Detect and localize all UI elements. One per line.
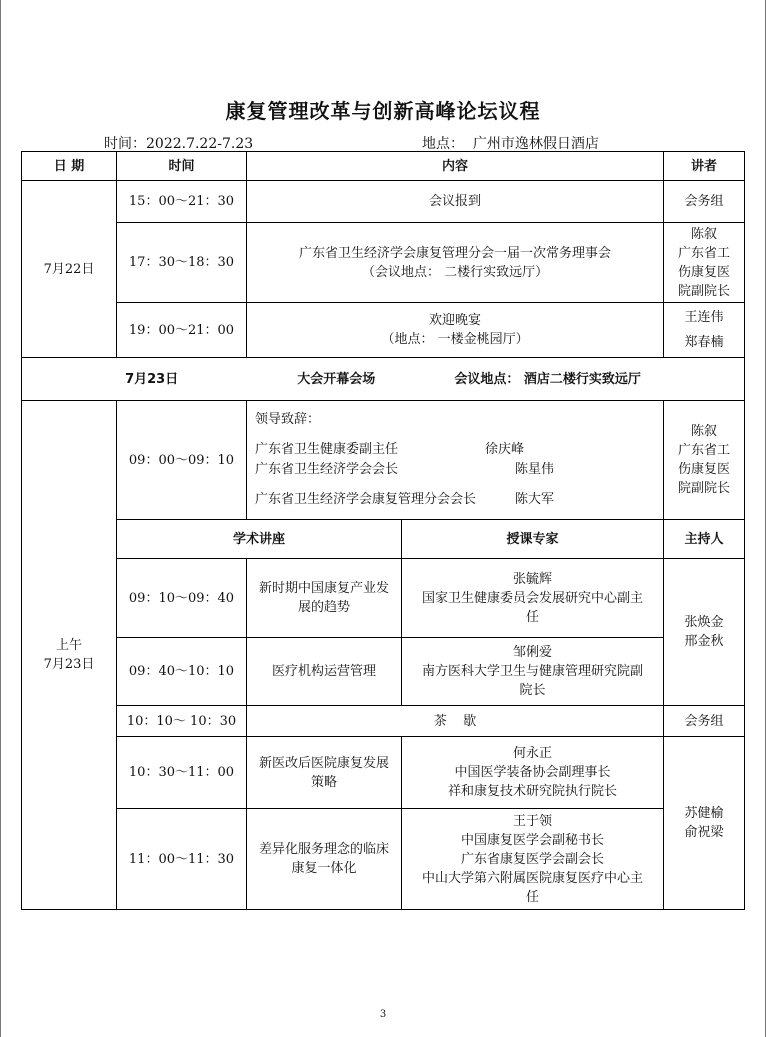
banner-venue: 大会开幕会场 xyxy=(297,371,376,387)
page-number: 3 xyxy=(379,1009,387,1020)
lecture-topic: 医疗机构运营管理 xyxy=(247,638,402,706)
header-time: 时间 xyxy=(117,152,247,181)
session-time: 09：40～10：10 xyxy=(117,638,247,706)
table-header-row xyxy=(22,152,745,181)
day2-banner xyxy=(22,358,745,401)
lecture-expert: 邹俐爱 南方医科大学卫生与健康管理研究院副 院长 xyxy=(402,638,664,706)
banner-date: 7月23日 xyxy=(125,371,179,387)
table-row xyxy=(22,401,745,520)
speech-intro: 领导致辞： xyxy=(255,412,321,427)
session-time: 10：30～11：00 xyxy=(117,737,247,809)
session-time: 09：00～09：10 xyxy=(117,401,247,520)
lecture-expert: 王于领 中国康复医学会副秘书长 广东省康复医学会副会长 中山大学第六附属医院康复医疗中心主 任 xyxy=(402,809,664,910)
day1-date: 7月22日 xyxy=(22,181,117,358)
place-value: 广州市逸林假日酒店 xyxy=(472,136,599,152)
opening-speeches xyxy=(247,401,664,520)
agenda-table xyxy=(21,151,745,910)
lecture-topic: 新医改后医院康复发展 策略 xyxy=(247,737,402,809)
time-value: 2022.7.22-7.23 xyxy=(146,136,254,152)
leader-line: 广东省卫生经济学会会长 陈星伟 xyxy=(255,462,555,477)
tea-break: 茶 歇 xyxy=(247,706,664,737)
place-label: 地点： xyxy=(422,136,464,152)
morning-date: 上午 7月23日 xyxy=(22,401,117,910)
session-content: 广东省卫生经济学会康复管理分会一届一次常务理事会 （会议地点： 二楼行实致远厅） xyxy=(247,223,664,303)
table-row xyxy=(22,223,745,303)
page-left-edge xyxy=(0,0,1,1037)
lecture-topic: 差异化服务理念的临床 康复一体化 xyxy=(247,809,402,910)
session-time: 11：00～11：30 xyxy=(117,809,247,910)
lecture-host: 张焕金 邢金秋 xyxy=(664,559,745,706)
time-label: 时间： xyxy=(104,136,146,152)
table-row xyxy=(22,181,745,223)
header-content: 内容 xyxy=(247,152,664,181)
table-row xyxy=(22,303,745,358)
day2-banner-row xyxy=(22,358,745,401)
header-date: 日 期 xyxy=(22,152,117,181)
session-time: 19：00～21：00 xyxy=(117,303,247,358)
session-content: 会议报到 xyxy=(247,181,664,223)
session-speaker: 会务组 xyxy=(664,706,745,737)
session-time: 10：10～ 10：30 xyxy=(117,706,247,737)
lecture-expert: 何永正 中国医学装备协会副理事长 祥和康复技术研究院执行院长 xyxy=(402,737,664,809)
table-row xyxy=(22,559,745,638)
session-speaker: 陈叙 广东省工 伤康复医 院副院长 xyxy=(664,401,745,520)
session-time: 09：10～09：40 xyxy=(117,559,247,638)
leader-line: 广东省卫生健康委副主任 徐庆峰 xyxy=(255,442,525,457)
table-row xyxy=(22,809,745,910)
event-time xyxy=(104,133,253,153)
session-content: 欢迎晚宴 （地点： 一楼金桃园厅） xyxy=(247,303,664,358)
event-place xyxy=(422,133,599,153)
leader-line: 广东省卫生经济学会康复管理分会会长 陈大军 xyxy=(255,492,555,507)
session-speaker: 王连伟 郑春楠 xyxy=(664,303,745,358)
header-speaker: 讲者 xyxy=(664,152,745,181)
table-row xyxy=(22,737,745,809)
lecture-expert: 张毓辉 国家卫生健康委员会发展研究中心副主 任 xyxy=(402,559,664,638)
lecture-host-header: 主持人 xyxy=(664,520,745,559)
lecture-expert-header: 授课专家 xyxy=(402,520,664,559)
lecture-topic-header: 学术讲座 xyxy=(117,520,402,559)
lecture-host: 苏健榆 俞祝梁 xyxy=(664,737,745,910)
lecture-topic: 新时期中国康复产业发 展的趋势 xyxy=(247,559,402,638)
session-time: 17：30～18：30 xyxy=(117,223,247,303)
session-time: 15：00～21：30 xyxy=(117,181,247,223)
banner-place: 会议地点： 酒店二楼行实致远厅 xyxy=(454,371,641,387)
session-speaker: 会务组 xyxy=(664,181,745,223)
session-speaker: 陈叙 广东省工 伤康复医 院副院长 xyxy=(664,223,745,303)
table-row xyxy=(22,706,745,737)
lecture-header-row xyxy=(22,520,745,559)
table-row xyxy=(22,638,745,706)
page-title: 康复管理改革与创新高峰论坛议程 xyxy=(225,99,541,123)
